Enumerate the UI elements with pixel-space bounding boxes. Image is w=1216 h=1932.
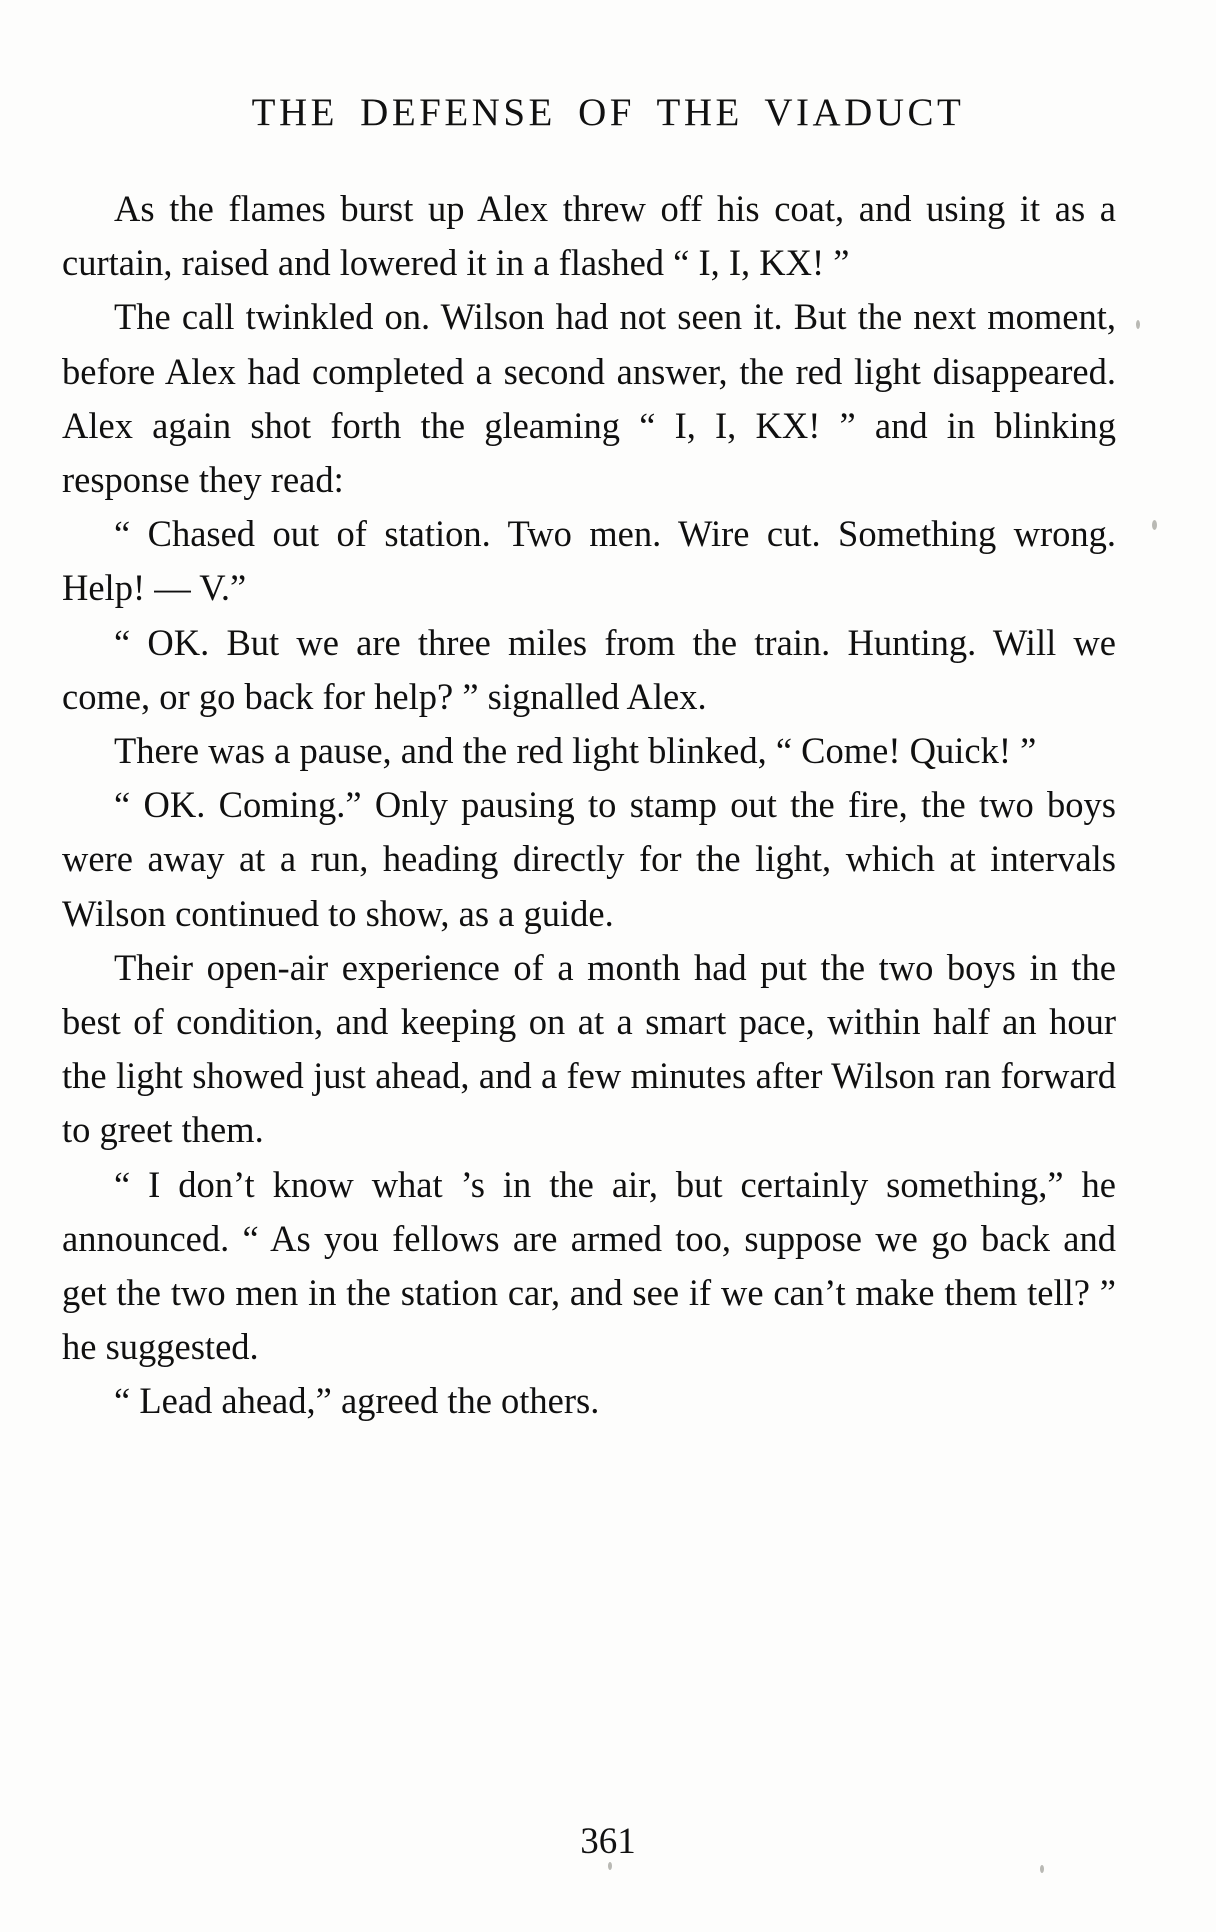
- page-body: [62, 182, 1116, 1429]
- paragraph: “ I don’t know what ’s in the air, but certainly something,” he announced. “ As you fellows are armed too, suppose we go back and get the two men in the station car, and see if we can’t make them tell? ” he suggested.: [62, 1163, 1116, 1368]
- paragraph: “ OK. But we are three miles from the train. Hunting. Will we come, or go back for help? ” signalled Alex.: [62, 621, 1116, 717]
- scan-speck: [1040, 1865, 1044, 1873]
- scan-speck: [608, 1862, 612, 1870]
- running-head: THE DEFENSE OF THE VIADUCT: [251, 91, 965, 134]
- paragraph: “ Lead ahead,” agreed the others.: [114, 1380, 600, 1422]
- paragraph: As the flames burst up Alex threw off his coat, and using it as a curtain, raised and lowered it in a flashed “ I, I, KX! ”: [62, 188, 1116, 284]
- paragraph: Their open-air experience of a month had put the two boys in the best of condition, and keeping on at a smart pace, within half an hour the light showed just ahead, and a few minutes after Wilson ran forward to greet them.: [62, 946, 1116, 1151]
- page-number: 361: [580, 1821, 636, 1862]
- scan-speck: [1136, 320, 1140, 329]
- paragraph: The call twinkled on. Wilson had not seen it. But the next moment, before Alex had completed a second answer, the red light disappeared. Alex again shot forth the gleaming “ I, I, KX! ” and in blinking response they read:: [62, 296, 1116, 501]
- paragraph: There was a pause, and the red light blinked, “ Come! Quick! ”: [114, 730, 1037, 772]
- scan-speck: [1152, 520, 1157, 530]
- paragraph: “ Chased out of station. Two men. Wire cut. Something wrong. Help! — V.”: [62, 513, 1116, 609]
- paragraph: “ OK. Coming.” Only pausing to stamp out the fire, the two boys were away at a run, heading directly for the light, which at intervals Wilson continued to show, as a guide.: [62, 784, 1116, 934]
